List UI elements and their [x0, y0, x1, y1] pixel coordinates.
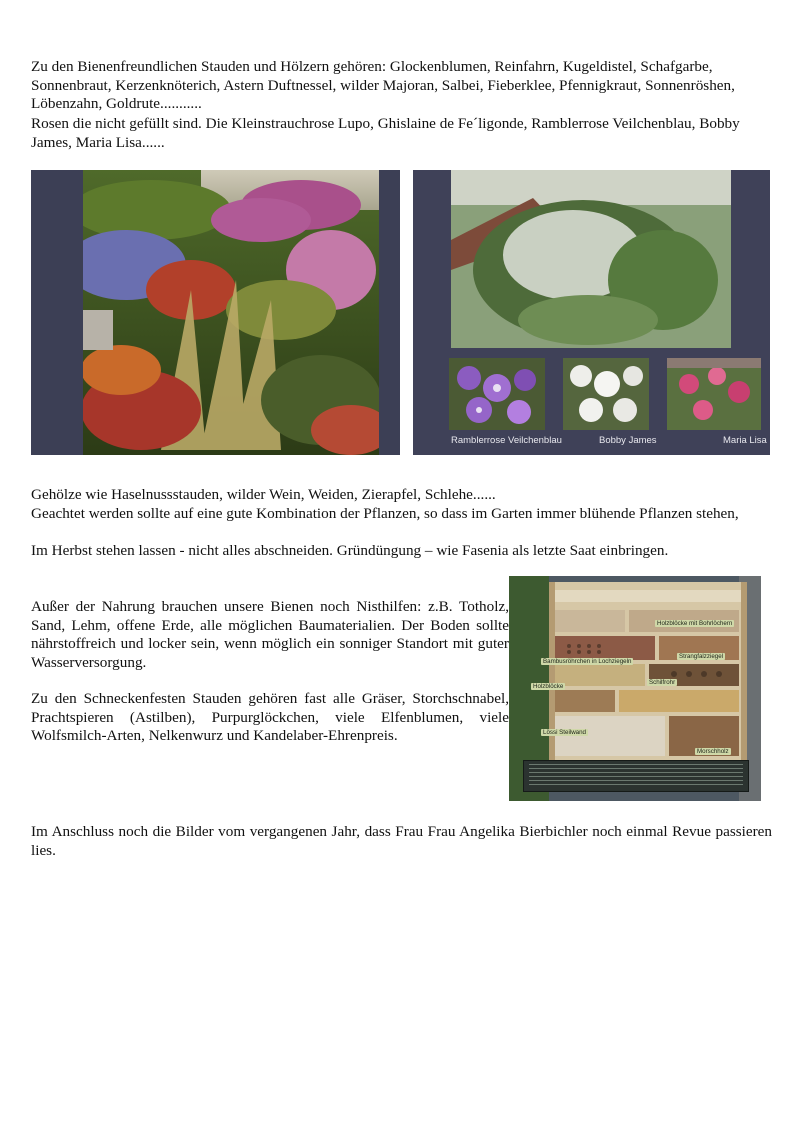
bee-plants-paragraph: Zu den Bienenfreundlichen Stauden und Hölzern gehören: Glockenblumen, Reinfahrn, Kugeldistel, Schafgarbe, Sonnenbraut, Kerzenknöterich, Astern Duftnessel, wilder Majoran, Salbei, Fieberklee, Pfennigkraut, Sonnenröshen, Löbenzahn, Goldrute...........: [31, 58, 735, 112]
caption-veilchenblau: Ramblerrose Veilchenblau: [451, 435, 562, 446]
rose-thumb-veilchenblau: [449, 358, 545, 430]
label-holzbloecke-bohrloecher: Holzblöcke mit Bohrlöchern: [657, 620, 733, 627]
info-sign-text-block: [523, 760, 749, 792]
caption-maria-lisa: Maria Lisa: [723, 435, 767, 446]
roses-collage-photo: [413, 170, 770, 455]
snail-resistant-paragraph: Zu den Schneckenfesten Stauden gehören fast alle Gräser, Storchschnabel, Prachtspieren (Astilben), Purpurglöckchen, viele Elfenblumen, viele Wolfsmilch-Arten, Nelkenwurz und Kandelaber-Ehrenpreis.: [31, 690, 509, 744]
woody-plants-paragraph: Gehölze wie Haselnussstauden, wilder Wein, Weiden, Zierapfel, Schlehe......: [31, 486, 496, 503]
rose-thumb-maria-lisa: [667, 358, 761, 430]
caption-bobby-james: Bobby James: [599, 435, 657, 446]
roses-paragraph: Rosen die nicht gefüllt sind. Die Kleinstrauchrose Lupo, Ghislaine de Fe´ligonde, Ramblerrose Veilchenblau, Bobby James, Maria Lisa......: [31, 115, 740, 151]
combination-paragraph: Geachtet werden sollte auf eine gute Kombination der Pflanzen, so dass im Garten immer blühende Pflanzen stehen,: [31, 505, 739, 522]
label-holzbloecke: Holzblöcke: [533, 683, 564, 690]
label-morschholz: Morschholz: [697, 748, 729, 755]
label-strangfalzziegel: Strangfalzziegel: [679, 653, 724, 660]
label-schilfrohr: Schilfrohr: [649, 679, 676, 686]
closing-paragraph: Im Anschluss noch die Bilder vom vergangenen Jahr, dass Frau Frau Angelika Bierbichler noch einmal Revue passieren lies.: [31, 823, 772, 859]
label-bambusroehrchen: Bambusröhrchen in Lochziegeln: [543, 658, 632, 665]
rose-thumb-bobby-james: [563, 358, 649, 430]
insect-hotel-photo: [509, 576, 761, 801]
perennial-garden-photo: [31, 170, 400, 455]
nesting-aids-paragraph: Außer der Nahrung brauchen unsere Bienen noch Nisthilfen: z.B. Totholz, Sand, Lehm, offene Erde, alle möglichen Baumaterialien. Der Boden sollte nährstoffreich und locker sein, wenn möglich ein sonniger Standort mit guter Wasserversorgung.: [31, 598, 509, 671]
label-loess-steilwand: Lössi Steilwand: [543, 729, 586, 736]
autumn-paragraph: Im Herbst stehen lassen - nicht alles abschneiden. Gründüngung – wie Fasenia als letzte Saat einbringen.: [31, 542, 669, 559]
